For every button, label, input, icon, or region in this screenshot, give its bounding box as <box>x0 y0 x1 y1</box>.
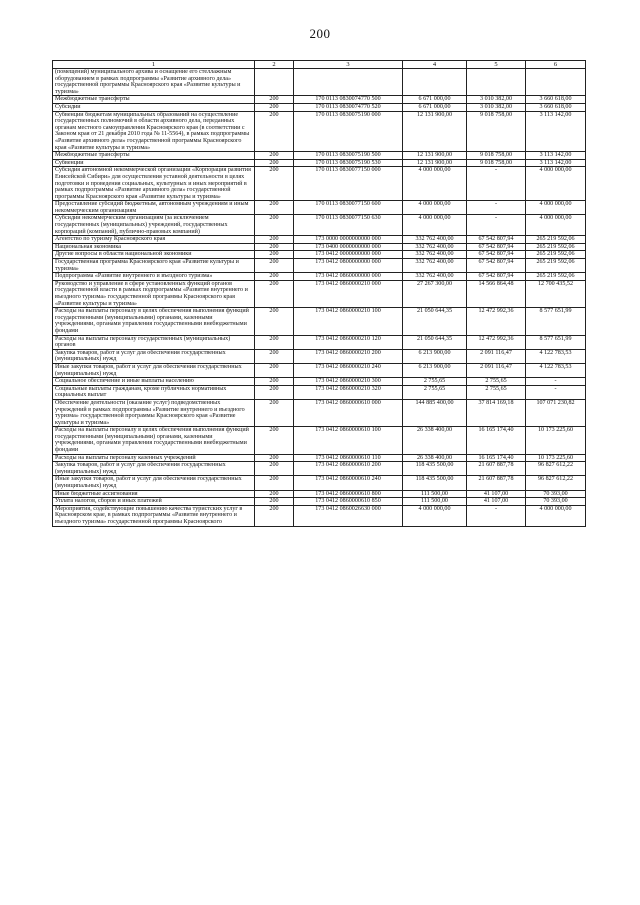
table-row <box>53 243 586 251</box>
row-budget-code: 170 0113 0830075190 530 <box>294 159 403 167</box>
row-description: Иные закупки товаров, работ и услуг для обеспечения государственных (муниципальных) нужд <box>53 476 255 490</box>
row-description: Расходы на выплаты персоналу в целях обеспечения выполнения функций государственными (муниципальными) органами, казенными учреждениями, органами управления государственными внебюджетными фондами <box>53 427 255 454</box>
row-admin-code: 200 <box>255 159 294 167</box>
row-remaining-amount: 265 219 592,06 <box>526 259 586 273</box>
table-row <box>53 201 586 215</box>
row-budget-code: 173 0412 0860000210 120 <box>294 335 403 349</box>
row-budget-code: 173 0412 0800000000 000 <box>294 259 403 273</box>
row-budget-code: 170 0113 0830077150 000 <box>294 167 403 201</box>
row-budget-code: 170 0113 0830074770 500 <box>294 96 403 104</box>
row-description: Межбюджетные трансферты <box>53 96 255 104</box>
table-row <box>53 505 586 526</box>
row-budget-code: 173 0400 0000000000 000 <box>294 243 403 251</box>
table-row <box>53 273 586 281</box>
row-admin-code: 200 <box>255 476 294 490</box>
row-remaining-amount: 12 700 435,52 <box>526 280 586 307</box>
row-approved-amount: 332 762 400,00 <box>403 236 467 244</box>
column-number: 2 <box>255 61 294 69</box>
row-admin-code: 200 <box>255 399 294 426</box>
row-remaining-amount: 3 113 142,00 <box>526 159 586 167</box>
table-row <box>53 427 586 454</box>
row-remaining-amount <box>526 69 586 96</box>
row-executed-amount: 16 165 174,40 <box>467 427 526 454</box>
row-budget-code: 173 0412 0860000210 200 <box>294 349 403 363</box>
row-admin-code: 200 <box>255 349 294 363</box>
row-description: Субсидии некоммерческим организациям (за исключением государственных (муниципальных) учреждений, государственных корпораций (компаний), публично-правовых компаний) <box>53 215 255 236</box>
row-approved-amount: 144 885 400,00 <box>403 399 467 426</box>
row-description: Уплата налогов, сборов и иных платежей <box>53 498 255 506</box>
row-description: Субвенции <box>53 159 255 167</box>
row-admin-code: 200 <box>255 201 294 215</box>
row-description: Субвенции бюджетам муниципальных образований на осуществление государственных полномочий в области архивного дела, переданных органам местного самоуправления Красноярского края (в соответствии с Законом края от 21 декабря 2010 года № 11-5564), в рамках подпрограммы «Развитие архивного дела» государственной программы Красноярского края «Развитие культуры и туризма» <box>53 111 255 152</box>
row-executed-amount: 12 472 992,36 <box>467 308 526 335</box>
row-remaining-amount: 4 122 783,53 <box>526 349 586 363</box>
row-description: Социальное обеспечение и иные выплаты населению <box>53 378 255 386</box>
row-executed-amount: 2 755,65 <box>467 378 526 386</box>
row-budget-code: 173 0412 0860000610 100 <box>294 427 403 454</box>
row-budget-code: 170 0113 0830074770 520 <box>294 103 403 111</box>
row-budget-code: 173 0412 0860000610 800 <box>294 490 403 498</box>
row-budget-code <box>294 69 403 96</box>
row-approved-amount: 6 671 000,00 <box>403 96 467 104</box>
row-description: Предоставление субсидий бюджетным, автономным учреждениям и иным некоммерческим организациям <box>53 201 255 215</box>
table-row <box>53 454 586 462</box>
row-description: Социальные выплаты гражданам, кроме публичных нормативных социальных выплат <box>53 385 255 399</box>
row-approved-amount: 2 755,65 <box>403 385 467 399</box>
row-description: Субсидии <box>53 103 255 111</box>
row-budget-code: 170 0113 0830075190 500 <box>294 152 403 160</box>
row-admin-code: 200 <box>255 251 294 259</box>
table-row <box>53 111 586 152</box>
row-approved-amount <box>403 69 467 96</box>
row-approved-amount: 111 500,00 <box>403 490 467 498</box>
row-description: Закупка товаров, работ и услуг для обеспечения государственных (муниципальных) нужд <box>53 462 255 476</box>
row-remaining-amount: 10 173 225,60 <box>526 454 586 462</box>
row-executed-amount: 16 165 174,40 <box>467 454 526 462</box>
row-remaining-amount: 265 219 592,06 <box>526 243 586 251</box>
row-description: Другие вопросы в области национальной экономики <box>53 251 255 259</box>
row-admin-code <box>255 69 294 96</box>
row-executed-amount: 14 566 864,48 <box>467 280 526 307</box>
column-number: 1 <box>53 61 255 69</box>
row-approved-amount: 6 671 000,00 <box>403 103 467 111</box>
table-row <box>53 215 586 236</box>
row-budget-code: 173 0412 0860000210 240 <box>294 363 403 377</box>
row-admin-code: 200 <box>255 243 294 251</box>
row-admin-code: 200 <box>255 378 294 386</box>
row-budget-code: 170 0113 0830077150 600 <box>294 201 403 215</box>
row-remaining-amount: 4 000 000,00 <box>526 201 586 215</box>
page-number: 200 <box>309 26 331 41</box>
row-budget-code: 170 0113 0830077150 630 <box>294 215 403 236</box>
table-body <box>53 61 586 527</box>
row-executed-amount: 67 542 807,94 <box>467 273 526 281</box>
row-approved-amount: 332 762 400,00 <box>403 273 467 281</box>
row-approved-amount: 332 762 400,00 <box>403 259 467 273</box>
row-approved-amount: 21 050 644,35 <box>403 335 467 349</box>
row-description: Субсидия автономной некоммерческой организации «Корпорация развития Енисейской Сибири» для осуществления уставной деятельности в целях подготовки и проведения социальных, культурных и иных мероприятий в рамках подпрограммы «Развитие архивного дела» государственной программы Красноярского края «Развитие культуры и туризма» <box>53 167 255 201</box>
row-executed-amount: 37 814 169,18 <box>467 399 526 426</box>
row-description: Руководство и управление в сфере установленных функций органов государственной власти в рамках подпрограммы «Развитие внутреннего и въездного туризма» государственной программы Красноярского края «Развитие культуры и туризма» <box>53 280 255 307</box>
row-description: Расходы на выплаты персоналу государственных (муниципальных) органов <box>53 335 255 349</box>
row-description: Расходы на выплаты персоналу казенных учреждений <box>53 454 255 462</box>
row-executed-amount: - <box>467 167 526 201</box>
row-admin-code: 200 <box>255 111 294 152</box>
row-budget-code: 173 0412 0860026630 000 <box>294 505 403 526</box>
row-budget-code: 173 0412 0860000210 000 <box>294 280 403 307</box>
row-approved-amount: 12 131 900,00 <box>403 152 467 160</box>
row-admin-code: 200 <box>255 335 294 349</box>
row-remaining-amount: - <box>526 378 586 386</box>
row-budget-code: 173 0412 0860000610 000 <box>294 399 403 426</box>
row-executed-amount: 21 607 887,78 <box>467 462 526 476</box>
row-budget-code: 173 0412 0860000210 320 <box>294 385 403 399</box>
row-approved-amount: 12 131 900,00 <box>403 159 467 167</box>
row-remaining-amount: 4 000 000,00 <box>526 505 586 526</box>
row-remaining-amount: 3 113 142,00 <box>526 152 586 160</box>
column-number: 6 <box>526 61 586 69</box>
row-remaining-amount: 4 000 000,00 <box>526 215 586 236</box>
row-description: Закупка товаров, работ и услуг для обеспечения государственных (муниципальных) нужд <box>53 349 255 363</box>
row-approved-amount: 118 435 500,00 <box>403 462 467 476</box>
row-remaining-amount: 265 219 592,06 <box>526 236 586 244</box>
row-budget-code: 173 0412 0860000610 240 <box>294 476 403 490</box>
table-row <box>53 399 586 426</box>
row-admin-code: 200 <box>255 505 294 526</box>
row-admin-code: 200 <box>255 103 294 111</box>
row-approved-amount: 27 267 300,00 <box>403 280 467 307</box>
row-description: Агентство по туризму Красноярского края <box>53 236 255 244</box>
row-description: Иные закупки товаров, работ и услуг для обеспечения государственных (муниципальных) нужд <box>53 363 255 377</box>
row-budget-code: 173 0000 0000000000 000 <box>294 236 403 244</box>
row-approved-amount: 6 213 900,00 <box>403 349 467 363</box>
row-executed-amount: 2 755,65 <box>467 385 526 399</box>
row-description: (помещений) муниципального архива и оснащение его стеллажным оборудованием в рамках подпрограммы «Развитие архивного дела» государственной программы Красноярского края «Развитие культуры и туризма» <box>53 69 255 96</box>
row-approved-amount: 332 762 400,00 <box>403 251 467 259</box>
row-budget-code: 170 0113 0830075190 000 <box>294 111 403 152</box>
row-remaining-amount: 10 173 225,60 <box>526 427 586 454</box>
row-executed-amount: 67 542 807,94 <box>467 243 526 251</box>
row-budget-code: 173 0412 0860000210 100 <box>294 308 403 335</box>
row-approved-amount: 4 000 000,00 <box>403 201 467 215</box>
row-executed-amount: 67 542 807,94 <box>467 259 526 273</box>
column-number: 4 <box>403 61 467 69</box>
table-row <box>53 251 586 259</box>
row-executed-amount: 67 542 807,94 <box>467 251 526 259</box>
table-row <box>53 280 586 307</box>
table-row <box>53 335 586 349</box>
table-row <box>53 103 586 111</box>
row-approved-amount: 118 435 500,00 <box>403 476 467 490</box>
row-remaining-amount: 3 660 618,00 <box>526 103 586 111</box>
row-approved-amount: 4 000 000,00 <box>403 167 467 201</box>
row-executed-amount: 3 010 382,00 <box>467 103 526 111</box>
row-description: Мероприятия, содействующие повышению качества туристских услуг в Красноярском крае, в рамках подпрограммы «Развитие внутреннего и въездного туризма» государственной программы Красноярского <box>53 505 255 526</box>
row-remaining-amount: 8 577 651,99 <box>526 308 586 335</box>
row-admin-code: 200 <box>255 385 294 399</box>
row-approved-amount: 26 338 400,00 <box>403 454 467 462</box>
row-admin-code: 200 <box>255 280 294 307</box>
row-admin-code: 200 <box>255 498 294 506</box>
row-remaining-amount: 96 827 612,22 <box>526 476 586 490</box>
row-description: Подпрограмма «Развитие внутреннего и въездного туризма» <box>53 273 255 281</box>
table-row <box>53 349 586 363</box>
budget-table <box>52 60 586 527</box>
row-remaining-amount: - <box>526 385 586 399</box>
row-approved-amount: 4 000 000,00 <box>403 215 467 236</box>
table-row <box>53 308 586 335</box>
row-executed-amount: 67 542 807,94 <box>467 236 526 244</box>
row-admin-code: 200 <box>255 215 294 236</box>
row-remaining-amount: 265 219 592,06 <box>526 251 586 259</box>
row-budget-code: 173 0412 0860000000 000 <box>294 273 403 281</box>
row-approved-amount: 21 050 644,35 <box>403 308 467 335</box>
row-description: Межбюджетные трансферты <box>53 152 255 160</box>
row-approved-amount: 2 755,65 <box>403 378 467 386</box>
row-executed-amount: 9 018 758,00 <box>467 159 526 167</box>
row-budget-code: 173 0412 0000000000 000 <box>294 251 403 259</box>
row-remaining-amount: 96 827 612,22 <box>526 462 586 476</box>
row-admin-code: 200 <box>255 308 294 335</box>
row-executed-amount: 9 018 758,00 <box>467 111 526 152</box>
row-admin-code: 200 <box>255 152 294 160</box>
row-remaining-amount: 70 393,00 <box>526 490 586 498</box>
row-admin-code: 200 <box>255 273 294 281</box>
row-admin-code: 200 <box>255 236 294 244</box>
row-executed-amount: 2 091 116,47 <box>467 349 526 363</box>
table-row <box>53 259 586 273</box>
row-description: Обеспечение деятельности (оказание услуг) подведомственных учреждений в рамках подпрограммы «Развитие внутреннего и въездного туризма» государственной программы Красноярского края «Развитие культуры и туризма» <box>53 399 255 426</box>
row-budget-code: 173 0412 0860000610 850 <box>294 498 403 506</box>
row-remaining-amount: 265 219 592,06 <box>526 273 586 281</box>
table-row <box>53 476 586 490</box>
row-executed-amount: - <box>467 215 526 236</box>
row-approved-amount: 26 338 400,00 <box>403 427 467 454</box>
row-executed-amount: 21 607 887,78 <box>467 476 526 490</box>
row-approved-amount: 332 762 400,00 <box>403 243 467 251</box>
row-remaining-amount: 8 577 651,99 <box>526 335 586 349</box>
row-executed-amount: 41 107,00 <box>467 490 526 498</box>
row-executed-amount: 2 091 116,47 <box>467 363 526 377</box>
row-admin-code: 200 <box>255 167 294 201</box>
row-executed-amount: 3 010 382,00 <box>467 96 526 104</box>
row-remaining-amount: 107 071 230,82 <box>526 399 586 426</box>
row-description: Расходы на выплаты персоналу в целях обеспечения выполнения функций государственными (муниципальными) органами, казенными учреждениями, органами управления государственными внебюджетными фондами <box>53 308 255 335</box>
row-executed-amount: - <box>467 201 526 215</box>
column-number-row <box>53 61 586 69</box>
row-remaining-amount: 3 113 142,00 <box>526 111 586 152</box>
row-description: Национальная экономика <box>53 243 255 251</box>
row-budget-code: 173 0412 0860000610 200 <box>294 462 403 476</box>
row-admin-code: 200 <box>255 259 294 273</box>
column-number: 5 <box>467 61 526 69</box>
row-admin-code: 200 <box>255 96 294 104</box>
table-row <box>53 152 586 160</box>
row-admin-code: 200 <box>255 454 294 462</box>
table-row <box>53 498 586 506</box>
row-remaining-amount: 4 000 000,00 <box>526 167 586 201</box>
column-number: 3 <box>294 61 403 69</box>
row-executed-amount: 41 107,00 <box>467 498 526 506</box>
table-row <box>53 96 586 104</box>
row-admin-code: 200 <box>255 490 294 498</box>
table-row <box>53 385 586 399</box>
row-approved-amount: 12 131 900,00 <box>403 111 467 152</box>
row-executed-amount: 12 472 992,36 <box>467 335 526 349</box>
table-row <box>53 167 586 201</box>
row-description: Иные бюджетные ассигнования <box>53 490 255 498</box>
row-remaining-amount: 70 393,00 <box>526 498 586 506</box>
row-executed-amount: - <box>467 505 526 526</box>
row-budget-code: 173 0412 0860000610 110 <box>294 454 403 462</box>
row-description: Государственная программа Красноярского края «Развитие культуры и туризма» <box>53 259 255 273</box>
table-row <box>53 363 586 377</box>
row-admin-code: 200 <box>255 462 294 476</box>
row-admin-code: 200 <box>255 363 294 377</box>
table-row <box>53 490 586 498</box>
row-remaining-amount: 3 660 618,00 <box>526 96 586 104</box>
row-approved-amount: 6 213 900,00 <box>403 363 467 377</box>
row-budget-code: 173 0412 0860000210 300 <box>294 378 403 386</box>
row-admin-code: 200 <box>255 427 294 454</box>
table-row <box>53 378 586 386</box>
row-approved-amount: 111 500,00 <box>403 498 467 506</box>
table-row <box>53 159 586 167</box>
row-executed-amount <box>467 69 526 96</box>
table-row <box>53 69 586 96</box>
row-executed-amount: 9 018 758,00 <box>467 152 526 160</box>
row-remaining-amount: 4 122 783,53 <box>526 363 586 377</box>
table-row <box>53 462 586 476</box>
table-row <box>53 236 586 244</box>
row-approved-amount: 4 000 000,00 <box>403 505 467 526</box>
